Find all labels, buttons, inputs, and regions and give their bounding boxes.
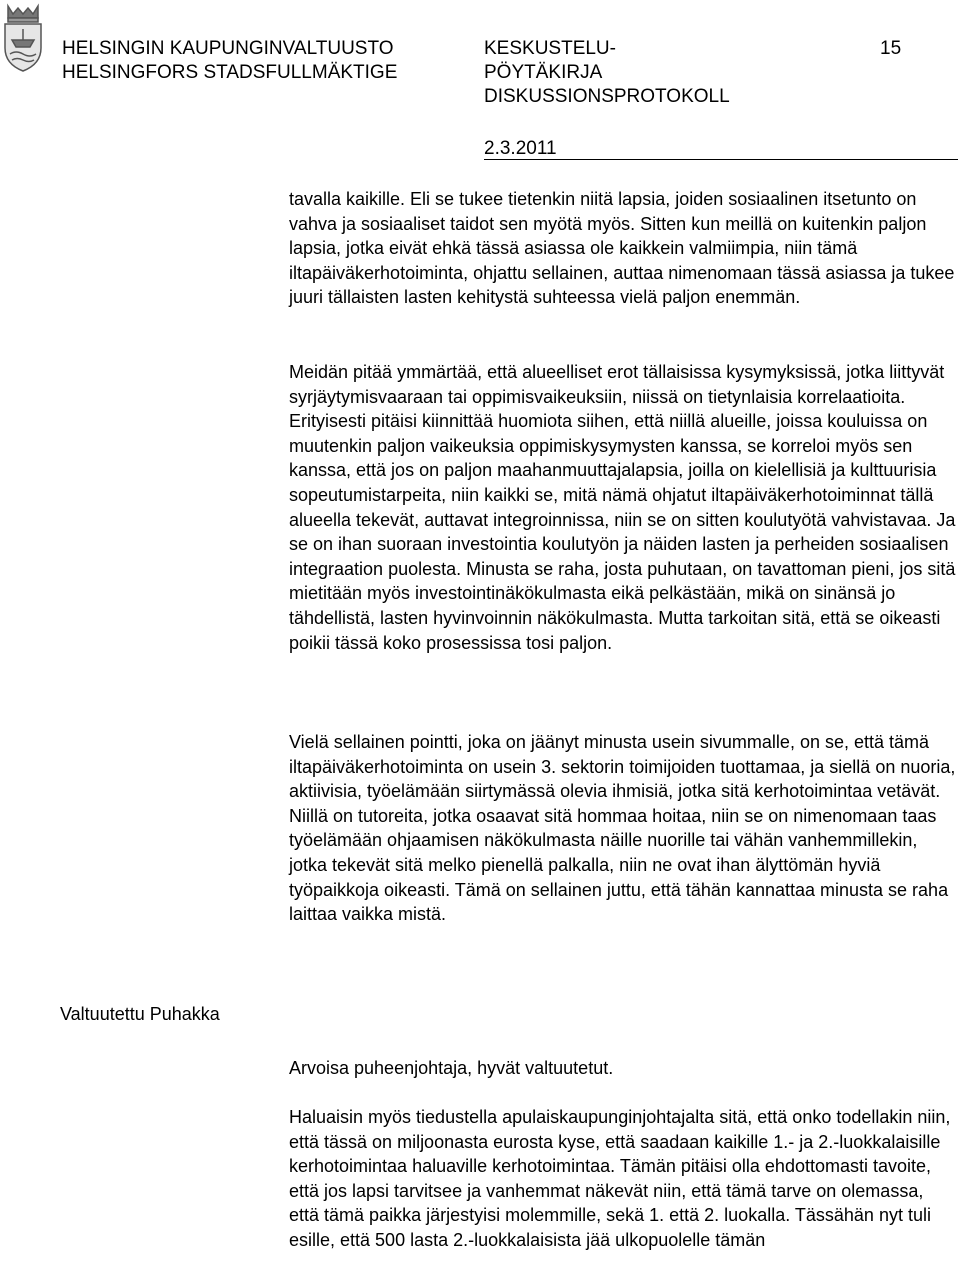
paragraph-text: Meidän pitää ymmärtää, että alueelliset erot tällaisissa kysymyksissä, jotka liittyvät syrjäytymisvaaraan tai oppimisvaikeuksiin, niissä on tietynlaisia korrelaatioita. Erityisesti pitäisi kiinnittää huomiota siihen, että niillä alueille, joissa kouluissa on muutenkin paljon vaikeuksia oppimiskysymysten kanssa, se korreloi myös sen kanssa, että jos on paljon maahanmuuttajalapsia, joilla on kielellisiä ja kulttuurisia sopeutumistarpeita, niin kaikki se, mitä nämä ohjatut iltapäiväkerhotoiminnat tällä alueella tekevät, auttavat integroinnissa, niin se on sitten koulutyötä vahvistavaa. Ja se on ihan suoraan investointia koulutyön ja näiden lasten ja perheiden sosiaalisen integraation puolesta. Minusta se raha, josta puhutaan, on tavattoman pieni, jos sitä mietitään myös investointinäkökulmasta eikä pelkästään, mikä on sinänsä jo tähdellistä, lasten hyvinvoinnin näkökulmasta. Mutta tarkoitan sitä, että se oikeasti poikii tässä koko prosessissa tosi paljon. (289, 362, 956, 653)
meeting-date: 2.3.2011 (484, 138, 557, 159)
header-document-type (484, 37, 730, 109)
paragraph-text: tavalla kaikille. Eli se tukee tietenkin niitä lapsia, joiden sosiaalinen itsetunto on vahva ja sosiaaliset taidot sen myötä myös. Sitten kun meillä on kuitenkin paljon lapsia, jotka eivät ehkä tässä asiassa ole kaikkein valmiimpia, niin tämä iltapäiväkerhotoiminta, ohjattu sellainen, auttaa nimenomaan tässä asiassa ja tukee juuri tällaisten lasten kehitystä suhteessa vielä paljon enemmän. (289, 189, 955, 308)
doc-type-line2: PÖYTÄKIRJA (484, 62, 603, 83)
paragraph (289, 187, 957, 310)
page-number: 15 (880, 38, 902, 59)
paragraph (289, 360, 957, 655)
helsinki-coat-of-arms-icon (0, 0, 46, 74)
paragraph-text: Haluaisin myös tiedustella apulaiskaupunginjohtajalta sitä, että onko todellakin niin, että tässä on miljoonasta eurosta kyse, että saadaan kaikille 1.- ja 2.-luokkalaisille kerhotoimintaa haluaville kerhotoimintaa. Tämän pitäisi olla ehdottomasti tavoite, että jos lapsi tarvitsee ja vanhemmat näkevät niin, että tämä tarve on olemassa, että tämä paikka järjestyisi molemmille, sekä 1. että 2. luokalla. Tässähän nyt tuli esille, että 500 lasta 2.-luokkalaisista jää ulkopuolelle tämän (289, 1107, 951, 1250)
paragraph (289, 730, 957, 927)
org-name-swedish: HELSINGFORS STADSFULLMÄKTIGE (62, 62, 398, 83)
header-organization (62, 37, 397, 85)
paragraph-text: Vielä sellainen pointti, joka on jäänyt minusta usein sivummalle, on se, että tämä iltapäiväkerhotoiminta on usein 3. sektorin toimijoiden tuottamaa, ja siellä on nuoria, aktiivisia, työelämään siirtymässä olevia ihmisiä, jotka sitä kerhotoimintaa vetävät. Niillä on tutoreita, jotka osaavat sitä hommaa hoitaa, niin se on nimenomaan taas työelämään ohjaamisen näkökulmasta näille nuorille tai vähän vanhemmillekin, jotka tekevät sitä melko pienellä palkalla, niin ne ovat ihan älyttömän hyviä työpaikkoja oikeasti. Tämä on sellainen juttu, että tähän kannattaa minusta se raha laittaa vaikka mistä. (289, 732, 956, 925)
speech-greeting (289, 1056, 957, 1081)
doc-type-line3: DISKUSSIONSPROTOKOLL (484, 86, 730, 107)
doc-type-line1: KESKUSTELU- (484, 38, 616, 59)
header-divider (484, 159, 958, 160)
speaker-name: Valtuutettu Puhakka (60, 1004, 220, 1024)
speech-paragraph (289, 1105, 957, 1253)
org-name-finnish: HELSINGIN KAUPUNGINVALTUUSTO (62, 38, 394, 59)
paragraph-text: Arvoisa puheenjohtaja, hyvät valtuutetut. (289, 1058, 614, 1078)
